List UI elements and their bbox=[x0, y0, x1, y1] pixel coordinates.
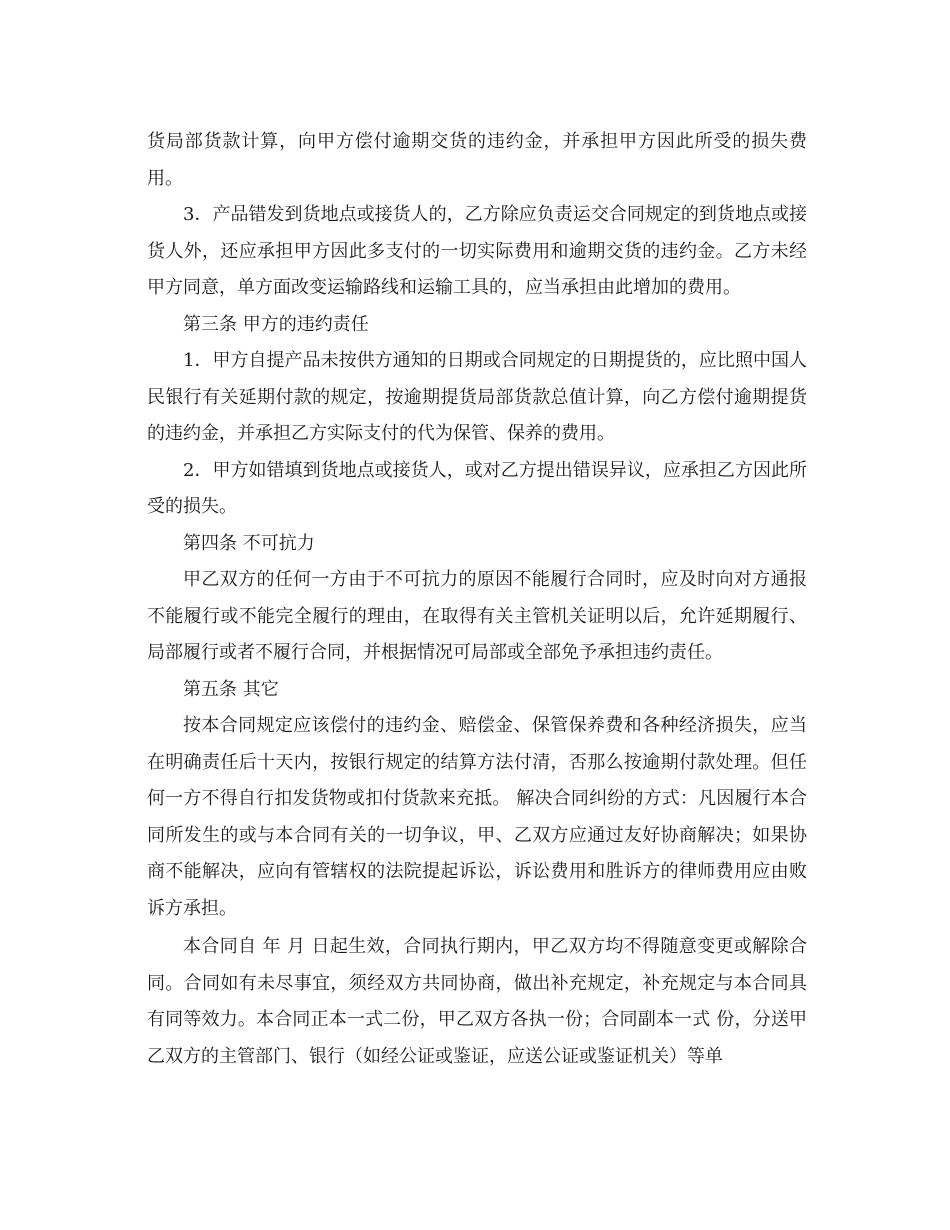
heading-article-3: 第三条 甲方的违约责任 bbox=[183, 313, 369, 335]
paragraph-force-majeure: 甲乙双方的任何一方由于不可抗力的原因不能履行合同时，应及时向对方通报不能履行或不能完全履行的理由，在取得有关主管机关证明以后，允许延期履行、局部履行或者不履行合同，并根据情况可局部或全部免予承担违约责任。 bbox=[147, 569, 807, 663]
paragraph-continuation: 货局部货款计算，向甲方偿付逾期交货的违约金，并承担甲方因此所受的损失费用。 bbox=[147, 131, 807, 189]
heading-article-4: 第四条 不可抗力 bbox=[183, 532, 315, 554]
document-body bbox=[147, 124, 807, 1075]
paragraph-article-3-item-1: 1．甲方自提产品未按供方通知的日期或合同规定的日期提货的，应比照中国人民银行有关延期付款的规定，按逾期提货局部货款总值计算，向乙方偿付逾期提货的违约金，并承担乙方实际支付的代为保管、保养的费用。 bbox=[147, 350, 807, 444]
paragraph-other-provisions: 按本合同规定应该偿付的违约金、赔偿金、保管保养费和各种经济损失，应当在明确责任后十天内，按银行规定的结算方法付清，否那么按逾期付款处理。但任何一方不得自行扣发货物或扣付货款来充抵。 解决合同纠纷的方式：凡因履行本合同所发生的或与本合同有关的一切争议，甲、乙双方应通过友好协商解决；如果协商不能解决，应向有管辖权的法院提起诉讼，诉讼费用和胜诉方的律师费用应由败诉方承担。 bbox=[147, 715, 807, 919]
paragraph-effectiveness: 本合同自 年 月 日起生效，合同执行期内，甲乙双方均不得随意变更或解除合同。合同如有未尽事宜，须经双方共同协商，做出补充规定，补充规定与本合同具有同等效力。本合同正本一式二份，甲乙双方各执一份；合同副本一式 份，分送甲乙双方的主管部门、银行（如经公证或鉴证，应送公证或鉴证机关）等单 bbox=[147, 936, 807, 1067]
paragraph-clause-3: 3．产品错发到货地点或接货人的，乙方除应负责运交合同规定的到货地点或接货人外，还应承担甲方因此多支付的一切实际费用和逾期交货的违约金。乙方未经甲方同意，单方面改变运输路线和运输工具的，应当承担由此增加的费用。 bbox=[147, 204, 807, 298]
paragraph-article-3-item-2: 2．甲方如错填到货地点或接货人，或对乙方提出错误异议，应承担乙方因此所受的损失。 bbox=[147, 459, 807, 517]
heading-article-5: 第五条 其它 bbox=[183, 678, 279, 700]
